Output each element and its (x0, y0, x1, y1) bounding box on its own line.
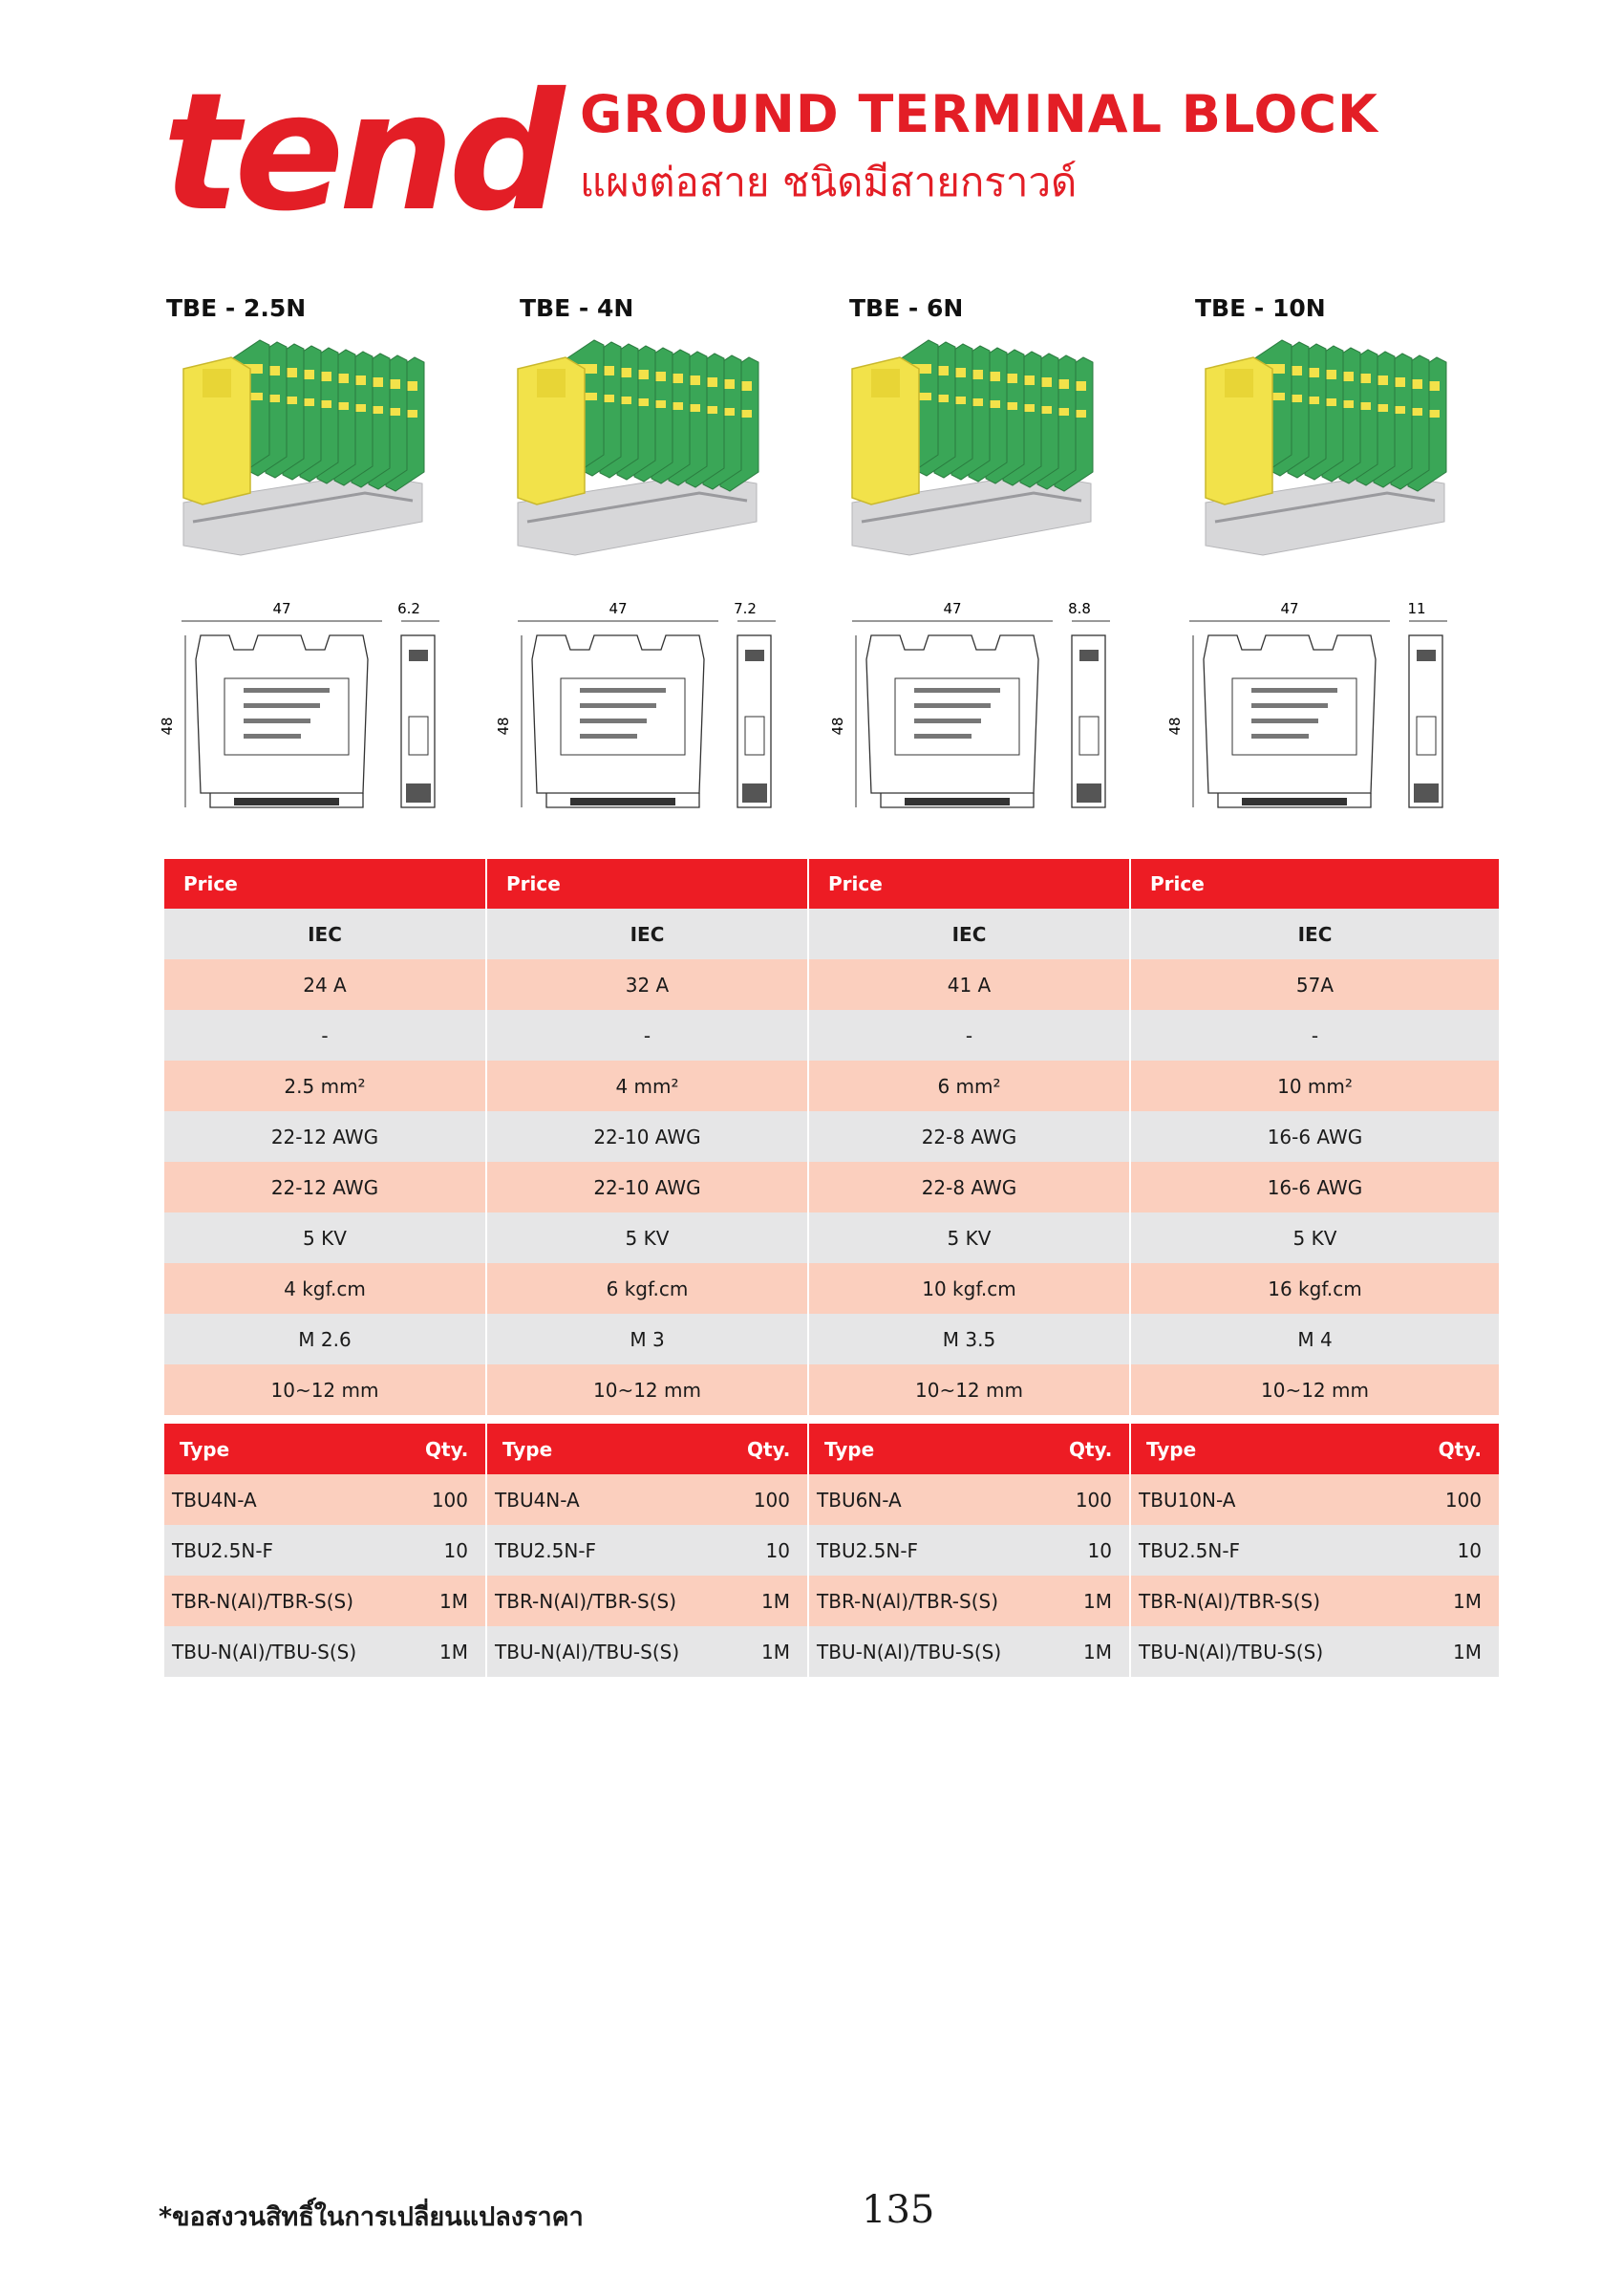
accessory-qty: 1M (732, 1576, 808, 1626)
spec-header-cell: Price (1130, 859, 1499, 909)
spec-row-awg-solid (164, 1111, 1499, 1162)
accessory-qty: 100 (1054, 1474, 1130, 1525)
type-header: Type (1130, 1424, 1422, 1474)
accessory-qty: 100 (1422, 1474, 1499, 1525)
accessory-qty: 10 (410, 1525, 486, 1576)
spec-cell: 6 mm² (808, 1061, 1130, 1111)
dim-width: 47 (943, 600, 962, 617)
spec-cell: 10~12 mm (1130, 1364, 1499, 1415)
accessory-type: TBU2.5N-F (164, 1525, 410, 1576)
accessory-type: TBU10N-A (1130, 1474, 1422, 1525)
spec-cell: 5 KV (164, 1212, 486, 1263)
page-title: GROUND TERMINAL BLOCK (580, 84, 1378, 144)
page-number: 135 (862, 2188, 935, 2232)
spec-cell: M 3.5 (808, 1314, 1130, 1364)
spec-cell: 10~12 mm (164, 1364, 486, 1415)
accessory-type: TBU-N(Al)/TBU-S(S) (1130, 1626, 1422, 1677)
spec-cell: 10~12 mm (486, 1364, 808, 1415)
spec-cell: 16-6 AWG (1130, 1162, 1499, 1212)
spec-cell: 5 KV (486, 1212, 808, 1263)
spec-cell: 5 KV (808, 1212, 1130, 1263)
accessory-qty: 1M (1054, 1576, 1130, 1626)
accessory-type: TBU-N(Al)/TBU-S(S) (486, 1626, 732, 1677)
spec-cell: IEC (164, 909, 486, 959)
qty-header: Qty. (1422, 1424, 1499, 1474)
spec-row-voltage (164, 1010, 1499, 1061)
accessory-qty: 1M (1054, 1626, 1130, 1677)
dimension-drawing-tbe-4n (495, 592, 785, 822)
tend-logo (160, 58, 560, 247)
dimension-drawing-tbe-6n (829, 592, 1120, 822)
dim-thickness: 6.2 (397, 600, 420, 617)
spec-table (164, 859, 1499, 1415)
accessory-type: TBR-N(Al)/TBR-S(S) (164, 1576, 410, 1626)
page-subtitle-thai: แผงต่อสาย ชนิดมีสายกราวด์ (580, 159, 1078, 205)
spec-cell: 32 A (486, 959, 808, 1010)
accessory-type: TBU4N-A (164, 1474, 410, 1525)
dimension-drawing-tbe-2-5n (159, 592, 449, 822)
spec-header-cell: Price (164, 859, 486, 909)
logo-text: tend (162, 58, 560, 247)
spec-cell: - (808, 1010, 1130, 1061)
accessory-qty: 10 (1422, 1525, 1499, 1576)
accessory-row (164, 1525, 1499, 1576)
spec-cell: 4 kgf.cm (164, 1263, 486, 1314)
product-photo-tbe-2-5n (174, 331, 430, 569)
spec-cell: 2.5 mm² (164, 1061, 486, 1111)
spec-header-row (164, 859, 1499, 909)
spec-header-cell: Price (808, 859, 1130, 909)
accessory-qty: 1M (410, 1626, 486, 1677)
spec-cell: 4 mm² (486, 1061, 808, 1111)
spec-cell: 22-12 AWG (164, 1111, 486, 1162)
dim-height: 48 (495, 717, 512, 736)
accessory-type: TBU4N-A (486, 1474, 732, 1525)
type-header: Type (486, 1424, 732, 1474)
accessory-qty: 1M (410, 1576, 486, 1626)
accessory-qty: 1M (732, 1626, 808, 1677)
dim-thickness: 11 (1407, 600, 1426, 617)
spec-cell: - (486, 1010, 808, 1061)
spec-cell: M 3 (486, 1314, 808, 1364)
spec-cell: 10 kgf.cm (808, 1263, 1130, 1314)
accessory-type: TBU-N(Al)/TBU-S(S) (808, 1626, 1054, 1677)
dim-width: 47 (272, 600, 291, 617)
qty-header: Qty. (732, 1424, 808, 1474)
spec-row-torque (164, 1263, 1499, 1314)
qty-header: Qty. (410, 1424, 486, 1474)
spec-cell: IEC (1130, 909, 1499, 959)
spec-cell: 6 kgf.cm (486, 1263, 808, 1314)
qty-header: Qty. (1054, 1424, 1130, 1474)
accessory-row (164, 1474, 1499, 1525)
spec-cell: 10 mm² (1130, 1061, 1499, 1111)
model-label-tbe-2-5n: TBE - 2.5N (166, 294, 307, 322)
dim-thickness: 7.2 (734, 600, 757, 617)
accessory-qty: 10 (1054, 1525, 1130, 1576)
spec-row-test-voltage (164, 1212, 1499, 1263)
spec-cell: IEC (808, 909, 1130, 959)
spec-cell: 5 KV (1130, 1212, 1499, 1263)
accessory-qty: 10 (732, 1525, 808, 1576)
accessory-type: TBU2.5N-F (808, 1525, 1054, 1576)
accessory-qty: 1M (1422, 1626, 1499, 1677)
accessory-header-row (164, 1424, 1499, 1474)
product-photo-tbe-10n (1196, 331, 1452, 569)
dim-height: 48 (1166, 717, 1184, 736)
accessory-type: TBR-N(Al)/TBR-S(S) (486, 1576, 732, 1626)
spec-cell: M 4 (1130, 1314, 1499, 1364)
type-header: Type (808, 1424, 1054, 1474)
dimension-drawing-tbe-10n (1166, 592, 1457, 822)
spec-cell: 22-10 AWG (486, 1162, 808, 1212)
spec-cell: - (164, 1010, 486, 1061)
price-disclaimer: *ขอสงวนสิทธิ์ในการเปลี่ยนแปลงราคา (159, 2202, 584, 2232)
accessory-type: TBU2.5N-F (486, 1525, 732, 1576)
dim-width: 47 (609, 600, 628, 617)
spec-cell: 22-8 AWG (808, 1111, 1130, 1162)
accessory-row (164, 1626, 1499, 1677)
spec-cell: 16-6 AWG (1130, 1111, 1499, 1162)
accessory-type: TBR-N(Al)/TBR-S(S) (808, 1576, 1054, 1626)
spec-header-cell: Price (486, 859, 808, 909)
spec-row-current (164, 959, 1499, 1010)
spec-row-cross-section (164, 1061, 1499, 1111)
accessory-type: TBU6N-A (808, 1474, 1054, 1525)
accessory-row (164, 1576, 1499, 1626)
model-label-tbe-4n: TBE - 4N (520, 294, 634, 322)
dim-height: 48 (829, 717, 846, 736)
spec-cell: 22-10 AWG (486, 1111, 808, 1162)
spec-cell: 41 A (808, 959, 1130, 1010)
dim-height: 48 (159, 717, 176, 736)
spec-cell: IEC (486, 909, 808, 959)
type-header: Type (164, 1424, 410, 1474)
accessory-qty: 1M (1422, 1576, 1499, 1626)
product-photo-tbe-4n (508, 331, 764, 569)
spec-cell: 57A (1130, 959, 1499, 1010)
accessory-type: TBU2.5N-F (1130, 1525, 1422, 1576)
spec-row-screw (164, 1314, 1499, 1364)
spec-cell: 10~12 mm (808, 1364, 1130, 1415)
spec-cell: 24 A (164, 959, 486, 1010)
accessory-qty: 100 (410, 1474, 486, 1525)
spec-cell: 22-12 AWG (164, 1162, 486, 1212)
spec-row-awg-stranded (164, 1162, 1499, 1212)
spec-cell: M 2.6 (164, 1314, 486, 1364)
dim-width: 47 (1280, 600, 1299, 617)
accessory-type: TBR-N(Al)/TBR-S(S) (1130, 1576, 1422, 1626)
spec-cell: - (1130, 1010, 1499, 1061)
spec-row-strip-length (164, 1364, 1499, 1415)
spec-row-standard (164, 909, 1499, 959)
spec-cell: 22-8 AWG (808, 1162, 1130, 1212)
accessory-qty: 100 (732, 1474, 808, 1525)
product-photo-tbe-6n (843, 331, 1099, 569)
dim-thickness: 8.8 (1068, 600, 1091, 617)
accessory-table (164, 1424, 1499, 1677)
model-label-tbe-6n: TBE - 6N (849, 294, 964, 322)
accessory-type: TBU-N(Al)/TBU-S(S) (164, 1626, 410, 1677)
model-label-tbe-10n: TBE - 10N (1195, 294, 1326, 322)
spec-cell: 16 kgf.cm (1130, 1263, 1499, 1314)
